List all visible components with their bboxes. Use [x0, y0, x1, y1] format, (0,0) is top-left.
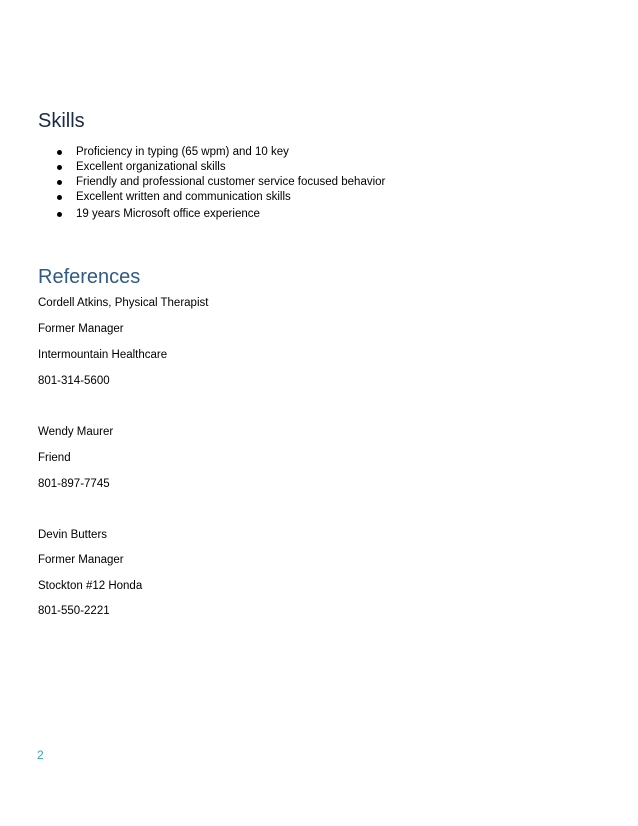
skill-item — [57, 190, 385, 205]
reference-phone: 801-897-7745 — [38, 478, 110, 490]
skill-item — [57, 160, 385, 175]
reference-name: Cordell Atkins, Physical Therapist — [38, 297, 209, 309]
skill-text: Friendly and professional customer service focused behavior — [76, 176, 386, 188]
reference-name: Wendy Maurer — [38, 426, 114, 438]
page-number: 2 — [37, 748, 44, 762]
bullet-icon — [57, 195, 62, 200]
references-heading: References — [38, 266, 141, 288]
skill-item — [57, 145, 385, 160]
reference-role: Friend — [38, 452, 71, 464]
reference-name: Devin Butters — [38, 529, 108, 541]
reference-phone: 801-314-5600 — [38, 375, 110, 387]
skill-text: Excellent organizational skills — [76, 161, 226, 173]
reference-phone: 801-550-2221 — [38, 605, 110, 617]
reference-company: Stockton #12 Honda — [38, 580, 143, 592]
skill-text: 19 years Microsoft office experience — [76, 208, 260, 220]
skills-list — [57, 145, 385, 222]
skills-heading: Skills — [38, 110, 85, 132]
bullet-icon — [57, 165, 62, 170]
bullet-icon — [57, 212, 62, 217]
reference-role: Former Manager — [38, 323, 124, 335]
skill-item — [57, 207, 385, 222]
bullet-icon — [57, 180, 62, 185]
skill-text: Proficiency in typing (65 wpm) and 10 key — [76, 146, 289, 158]
reference-company: Intermountain Healthcare — [38, 349, 168, 361]
bullet-icon — [57, 150, 62, 155]
skill-text: Excellent written and communication skills — [76, 191, 291, 203]
skill-item — [57, 175, 385, 190]
reference-role: Former Manager — [38, 554, 124, 566]
